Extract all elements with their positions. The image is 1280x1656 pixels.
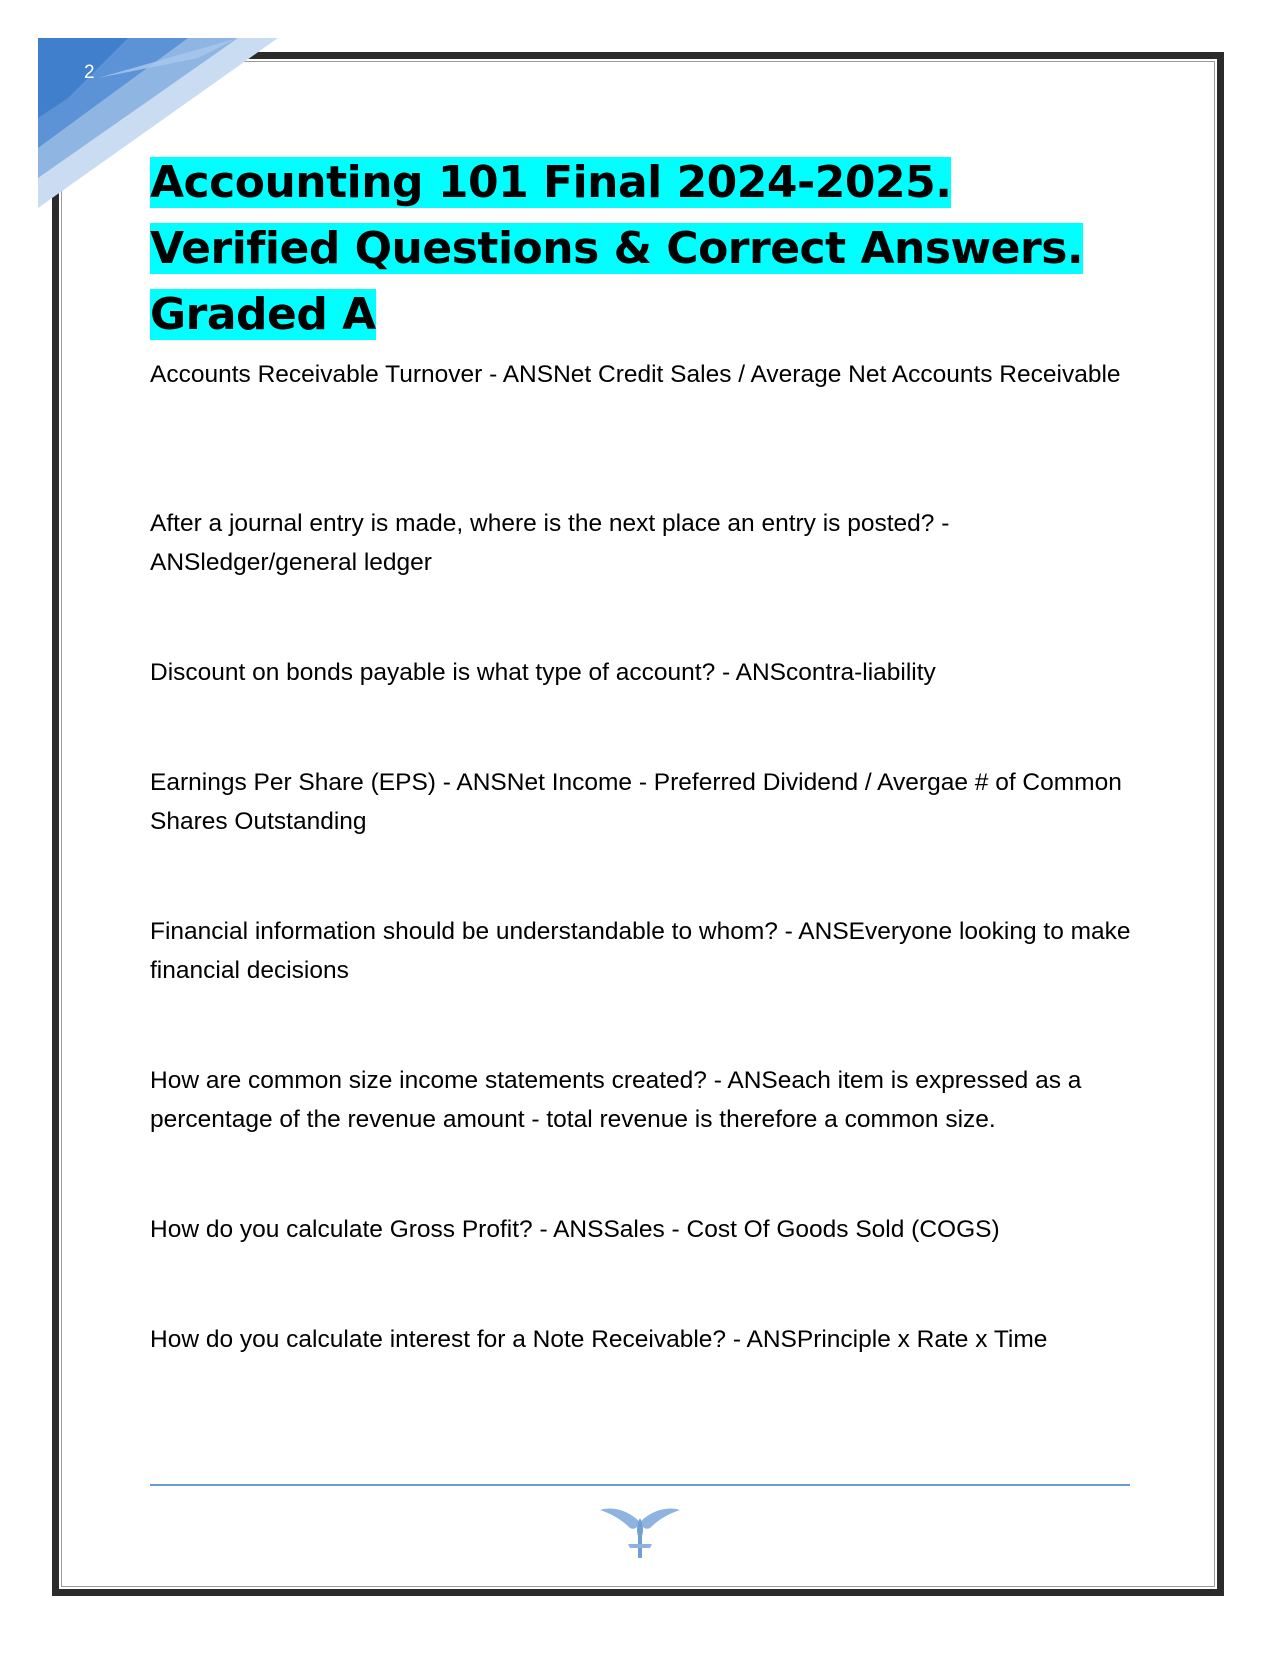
winged-logo-icon bbox=[598, 1500, 682, 1562]
qa-item: Financial information should be understandable to whom? - ANSEveryone looking to make financial decisions bbox=[150, 918, 1131, 984]
qa-item: How do you calculate interest for a Note Receivable? - ANSPrinciple x Rate x Time bbox=[150, 1326, 1048, 1353]
qa-item: How are common size income statements created? - ANSeach item is expressed as a percentage of the revenue amount - total revenue is therefore a common size. bbox=[150, 1067, 1082, 1133]
document-title bbox=[150, 150, 1110, 348]
qa-item: How do you calculate Gross Profit? - ANSSales - Cost Of Goods Sold (COGS) bbox=[150, 1216, 1000, 1243]
qa-item: Earnings Per Share (EPS) - ANSNet Income - Preferred Dividend / Avergae # of Common Shares Outstanding bbox=[150, 769, 1122, 835]
qa-item: After a journal entry is made, where is the next place an entry is posted? - ANSledger/general ledger bbox=[150, 510, 950, 576]
qa-item: Accounts Receivable Turnover - ANSNet Credit Sales / Average Net Accounts Receivable bbox=[150, 361, 1121, 388]
page-number: 2 bbox=[84, 62, 95, 83]
footer-divider bbox=[150, 1484, 1130, 1486]
title-highlight: Accounting 101 Final 2024-2025. Verified Questions & Correct Answers. Graded A bbox=[150, 157, 1084, 340]
qa-item: Discount on bonds payable is what type of account? - ANScontra-liability bbox=[150, 659, 936, 686]
